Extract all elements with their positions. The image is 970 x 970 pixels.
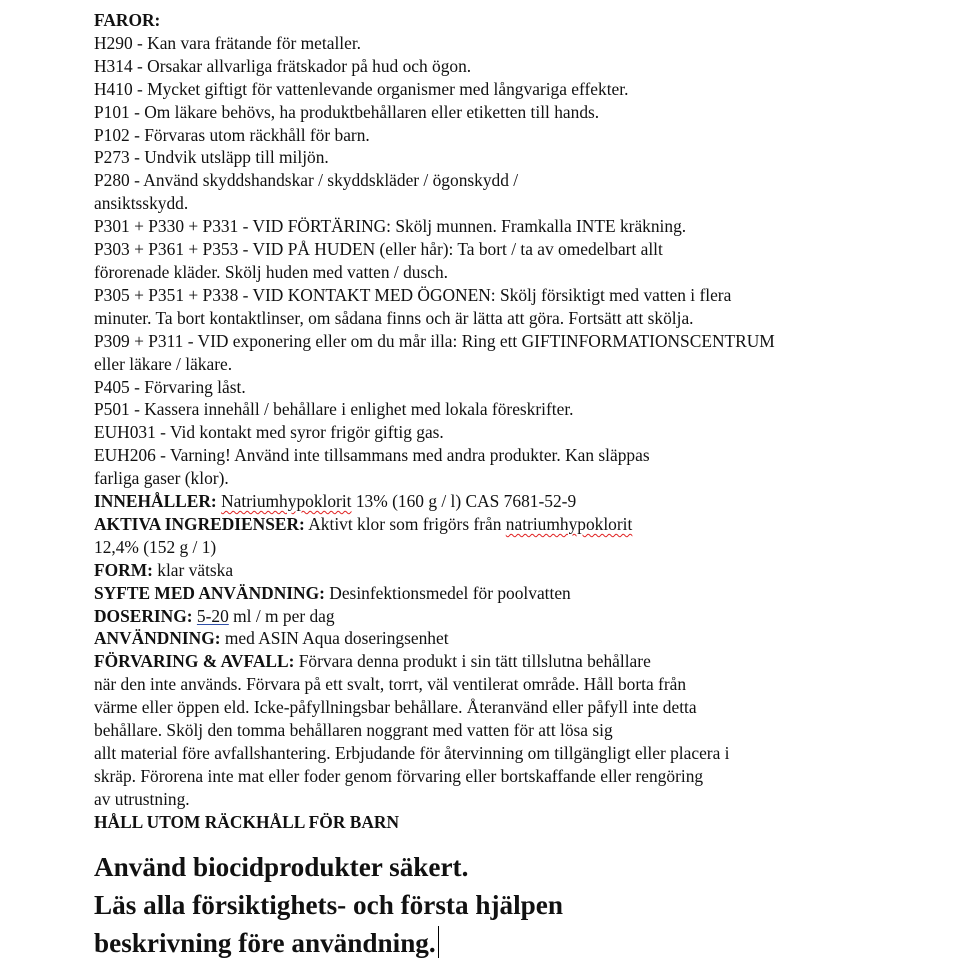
hazard-statement: P501 - Kassera innehåll / behållare i enlighet med lokala föreskrifter.: [94, 399, 574, 420]
notice-line-2: Läs alla försiktighets- och första hjälpen: [94, 890, 563, 920]
storage-first: Förvara denna produkt i sin tätt tillslutna behållare: [294, 651, 651, 672]
dosage-line: [94, 605, 954, 628]
usage-value: med ASIN Aqua doseringsenhet: [220, 628, 449, 649]
contents-rest: 13% (160 g / l) CAS 7681-52-9: [351, 491, 577, 512]
storage-text-line: av utrustning.: [94, 788, 190, 809]
hazard-statement: minuter. Ta bort kontaktlinser, om sådana finns och är lätta att göra. Fortsätt att skölja.: [94, 307, 694, 328]
hazard-statement: P273 - Undvik utsläpp till miljön.: [94, 147, 329, 168]
dosage-range: 5-20: [196, 605, 229, 626]
purpose-line: [94, 582, 954, 605]
storage-text-line: när den inte används. Förvara på ett svalt, torrt, väl ventilerat område. Håll borta från: [94, 674, 687, 695]
hazard-statement: P303 + P361 + P353 - VID PÅ HUDEN (eller hår): Ta bort / ta av omedelbart allt: [94, 239, 663, 260]
notice-line-1: Använd biocidprodukter säkert.: [94, 852, 469, 882]
hazard-statement: P301 + P330 + P331 - VID FÖRTÄRING: Skölj munnen. Framkalla INTE kräkning.: [94, 216, 687, 237]
hazard-statement: EUH206 - Varning! Använd inte tillsammans med andra produkter. Kan släppas: [94, 445, 650, 466]
keep-away-warning: HÅLL UTOM RÄCKHÅLL FÖR BARN: [94, 811, 400, 832]
storage-text: [94, 673, 954, 810]
hazard-statement: P309 + P311 - VID exponering eller om du mår illa: Ring ett GIFTINFORMATIONSCENTRUM: [94, 330, 775, 351]
active-line-2: 12,4% (152 g / 1): [94, 536, 217, 557]
purpose-value: Desinfektionsmedel för poolvatten: [324, 582, 571, 603]
biocide-notice: [94, 848, 954, 962]
hazard-statement: förorenade kläder. Skölj huden med vatten / dusch.: [94, 261, 448, 282]
storage-text-line: behållare. Skölj den tomma behållaren noggrant med vatten för att lösa sig: [94, 720, 613, 741]
dosage-label: DOSERING:: [94, 605, 193, 626]
hazard-statement: P305 + P351 + P338 - VID KONTAKT MED ÖGONEN: Skölj försiktigt med vatten i flera: [94, 284, 732, 305]
active-text: Aktivt klor som frigörs från: [304, 513, 506, 534]
notice-line-3: [94, 924, 954, 962]
hazard-statement: H290 - Kan vara frätande för metaller.: [94, 32, 362, 53]
purpose-label: SYFTE MED ANVÄNDNING:: [94, 582, 325, 603]
hazard-statement: eller läkare / läkare.: [94, 353, 233, 374]
form-label: FORM:: [94, 559, 153, 580]
label-document: [94, 9, 954, 834]
storage-line: [94, 650, 954, 673]
usage-label: ANVÄNDNING:: [94, 628, 221, 649]
hazard-statement: P102 - Förvaras utom räckhåll för barn.: [94, 124, 370, 145]
dosage-rest: ml / m per dag: [228, 605, 335, 626]
contents-label: INNEHÅLLER:: [94, 491, 217, 512]
hazard-statement: P101 - Om läkare behövs, ha produktbehållaren eller etiketten till hands.: [94, 101, 600, 122]
hazard-statement: H314 - Orsakar allvarliga frätskador på hud och ögon.: [94, 55, 472, 76]
active-line: [94, 513, 954, 536]
storage-text-line: allt material före avfallshantering. Erbjudande för återvinning om tillgängligt eller placera i: [94, 743, 730, 763]
hazard-statement: farliga gaser (klor).: [94, 468, 229, 489]
contents-ingredient: Natriumhypoklorit: [221, 491, 352, 512]
form-line: [94, 559, 954, 582]
active-ingredient: natriumhypoklorit: [505, 513, 633, 534]
notice-line-3-text: beskrivning före användning.: [94, 928, 436, 958]
hazard-statements: [94, 32, 954, 490]
hazard-statement: ansiktsskydd.: [94, 193, 189, 214]
storage-text-line: värme eller öppen eld. Icke-påfyllningsbar behållare. Återanvänd eller påfyll inte detta: [94, 697, 697, 718]
active-label: AKTIVA INGREDIENSER:: [94, 513, 305, 534]
usage-line: [94, 627, 954, 650]
hazard-statement: P405 - Förvaring låst.: [94, 376, 246, 397]
contents-line: [94, 490, 954, 513]
hazard-statement: H410 - Mycket giftigt för vattenlevande organismer med långvariga effekter.: [94, 78, 629, 99]
hazards-heading: FAROR:: [94, 10, 161, 30]
storage-label: FÖRVARING & AVFALL:: [94, 651, 295, 672]
hazard-statement: P280 - Använd skyddshandskar / skyddskläder / ögonskydd /: [94, 170, 519, 191]
storage-text-line: skräp. Förorena inte mat eller foder genom förvaring eller bortskaffande eller rengöring: [94, 765, 704, 786]
text-cursor: [438, 926, 439, 958]
form-value: klar vätska: [152, 559, 234, 580]
hazard-statement: EUH031 - Vid kontakt med syror frigör giftig gas.: [94, 422, 444, 443]
